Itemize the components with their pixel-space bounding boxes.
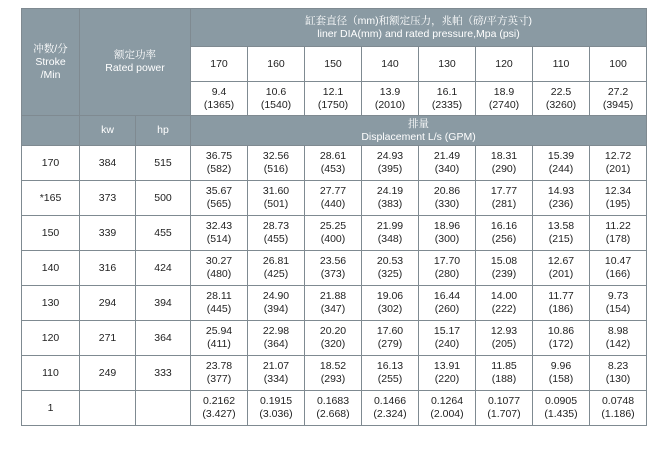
displacement-gpm: (2.324) — [373, 408, 407, 420]
displacement-ls: 16.13 — [376, 360, 404, 372]
displacement-cell — [191, 216, 248, 251]
kw-cell — [80, 391, 136, 426]
displacement-cell — [248, 146, 305, 181]
displacement-ls: 12.72 — [604, 150, 632, 162]
kw-cell: 316 — [80, 251, 136, 286]
hp-cell: 455 — [136, 216, 191, 251]
displacement-cell — [476, 251, 533, 286]
displacement-gpm: (186) — [548, 303, 574, 315]
liner-dia: 160 — [248, 47, 305, 82]
displacement-ls: 24.93 — [376, 150, 404, 162]
hp-cell: 515 — [136, 146, 191, 181]
displacement-gpm: (330) — [434, 198, 460, 210]
displacement-gpm: (166) — [605, 268, 631, 280]
displacement-gpm: (383) — [377, 198, 403, 210]
pressure-mpa: 9.4 — [211, 85, 227, 98]
liner-dia: 140 — [362, 47, 419, 82]
pressure-psi: (3260) — [545, 98, 577, 111]
displacement-gpm: (302) — [377, 303, 403, 315]
pressure-psi: (2335) — [431, 98, 463, 111]
table-row — [22, 356, 647, 391]
displacement-header — [191, 116, 647, 146]
displacement-ls: 17.77 — [490, 185, 518, 197]
displacement-ls: 20.86 — [433, 185, 461, 197]
pressure-psi: (3945) — [602, 98, 634, 111]
displacement-ls: 16.16 — [490, 220, 518, 232]
displacement-cell — [362, 181, 419, 216]
displacement-ls: 20.53 — [376, 255, 404, 267]
kw-cell: 339 — [80, 216, 136, 251]
displacement-cell — [533, 181, 590, 216]
liner-header — [191, 9, 647, 47]
displacement-gpm: (205) — [491, 338, 517, 350]
displacement-gpm: (373) — [320, 268, 346, 280]
displacement-cell — [248, 391, 305, 426]
displacement-cell — [362, 146, 419, 181]
displacement-rows — [22, 146, 647, 426]
stroke-cell: 120 — [22, 321, 80, 356]
displacement-cell — [590, 356, 647, 391]
displacement-gpm: (215) — [548, 233, 574, 245]
displacement-gpm: (260) — [434, 303, 460, 315]
displacement-ls: 13.91 — [433, 360, 461, 372]
displacement-ls: 19.06 — [376, 290, 404, 302]
displacement-ls: 23.56 — [319, 255, 347, 267]
pressure-mpa: 10.6 — [265, 85, 287, 98]
displacement-cell — [191, 181, 248, 216]
displacement-cell — [305, 216, 362, 251]
displacement-gpm: (425) — [263, 268, 289, 280]
displacement-ls: 31.60 — [262, 185, 290, 197]
displacement-gpm: (347) — [320, 303, 346, 315]
displacement-ls: 18.31 — [490, 150, 518, 162]
table-row — [22, 391, 647, 426]
displacement-ls: 14.00 — [490, 290, 518, 302]
stroke-cell: 140 — [22, 251, 80, 286]
displacement-ls: 15.39 — [547, 150, 575, 162]
pressure-mpa: 13.9 — [379, 85, 401, 98]
liner-pressure — [476, 82, 533, 116]
pressure-mpa: 22.5 — [550, 85, 572, 98]
displacement-gpm: (1.435) — [544, 408, 578, 420]
displacement-ls: 8.98 — [607, 325, 629, 337]
stroke-header-spacer — [22, 116, 80, 146]
stroke-cell: 110 — [22, 356, 80, 391]
displacement-ls: 11.22 — [605, 220, 631, 232]
displacement-cell — [305, 321, 362, 356]
displacement-ls: 20.20 — [319, 325, 347, 337]
kw-cell: 249 — [80, 356, 136, 391]
hp-cell: 500 — [136, 181, 191, 216]
displacement-cell — [590, 216, 647, 251]
displacement-ls: 21.88 — [319, 290, 347, 302]
displacement-cell — [305, 356, 362, 391]
displacement-gpm: (2.668) — [316, 408, 350, 420]
displacement-gpm: (244) — [548, 163, 574, 175]
displacement-ls: 28.73 — [262, 220, 290, 232]
displacement-ls: 0.2162 — [202, 395, 236, 407]
displacement-cell — [305, 181, 362, 216]
displacement-cell — [362, 391, 419, 426]
displacement-cell — [191, 286, 248, 321]
kw-cell: 271 — [80, 321, 136, 356]
displacement-ls: 26.81 — [262, 255, 290, 267]
pressure-psi: (2010) — [374, 98, 406, 111]
displacement-gpm: (130) — [605, 373, 631, 385]
pump-performance-table — [21, 8, 647, 426]
hp-cell: 394 — [136, 286, 191, 321]
displacement-cell — [191, 356, 248, 391]
displacement-cell — [590, 286, 647, 321]
displacement-gpm: (178) — [605, 233, 631, 245]
displacement-ls: 12.34 — [604, 185, 632, 197]
displacement-cell — [476, 356, 533, 391]
kw-header: kw — [80, 116, 136, 146]
pressure-psi: (2740) — [488, 98, 520, 111]
displacement-ls: 0.1915 — [259, 395, 293, 407]
displacement-ls: 0.1466 — [373, 395, 407, 407]
displacement-ls: 25.94 — [205, 325, 233, 337]
displacement-gpm: (411) — [207, 338, 231, 350]
displacement-gpm: (377) — [206, 373, 232, 385]
displacement-cell — [362, 216, 419, 251]
pressure-mpa: 16.1 — [436, 85, 458, 98]
displacement-gpm: (582) — [206, 163, 232, 175]
displacement-cell — [533, 321, 590, 356]
displacement-ls: 16.44 — [433, 290, 461, 302]
pressure-mpa: 27.2 — [607, 85, 629, 98]
kw-cell: 384 — [80, 146, 136, 181]
displacement-cell — [533, 251, 590, 286]
hp-cell — [136, 391, 191, 426]
displacement-gpm: (453) — [320, 163, 346, 175]
displacement-cell — [476, 391, 533, 426]
stroke-header-cn: 冲数/分 — [33, 42, 68, 55]
displacement-cell — [419, 216, 476, 251]
displacement-gpm: (320) — [320, 338, 346, 350]
rated-power-header-cn: 额定功率 — [114, 49, 156, 61]
displacement-cell — [305, 391, 362, 426]
liner-pressure — [590, 82, 647, 116]
displacement-ls: 21.07 — [262, 360, 290, 372]
liner-header-en: liner DIA(mm) and rated pressure,Mpa (psi) — [317, 27, 520, 40]
displacement-ls: 17.60 — [376, 325, 404, 337]
displacement-ls: 23.78 — [205, 360, 233, 372]
displacement-gpm: (364) — [263, 338, 289, 350]
table-row — [22, 286, 647, 321]
displacement-gpm: (3.036) — [259, 408, 293, 420]
displacement-gpm: (293) — [320, 373, 346, 385]
displacement-ls: 17.70 — [433, 255, 461, 267]
displacement-ls: 13.58 — [547, 220, 575, 232]
displacement-gpm: (395) — [377, 163, 403, 175]
displacement-cell — [305, 251, 362, 286]
displacement-gpm: (501) — [263, 198, 289, 210]
displacement-cell — [248, 286, 305, 321]
liner-dia: 120 — [476, 47, 533, 82]
displacement-cell — [533, 391, 590, 426]
displacement-gpm: (222) — [491, 303, 517, 315]
pressure-mpa: 18.9 — [493, 85, 515, 98]
displacement-ls: 0.0905 — [544, 395, 578, 407]
displacement-cell — [476, 216, 533, 251]
displacement-cell — [476, 286, 533, 321]
displacement-gpm: (188) — [491, 373, 517, 385]
liner-pressure — [533, 82, 590, 116]
displacement-gpm: (3.427) — [202, 408, 236, 420]
displacement-gpm: (2.004) — [430, 408, 464, 420]
stroke-cell: 1 — [22, 391, 80, 426]
stroke-header-unit: /Min — [40, 68, 61, 81]
displacement-gpm: (281) — [491, 198, 517, 210]
stroke-cell: 150 — [22, 216, 80, 251]
displacement-ls: 24.19 — [376, 185, 404, 197]
displacement-cell — [362, 356, 419, 391]
displacement-cell — [419, 286, 476, 321]
rated-power-header-en: Rated power — [105, 62, 165, 74]
displacement-gpm: (340) — [434, 163, 460, 175]
stroke-cell: *165 — [22, 181, 80, 216]
displacement-gpm: (440) — [320, 198, 346, 210]
displacement-gpm: (334) — [263, 373, 289, 385]
displacement-header-en: Displacement L/s (GPM) — [361, 130, 476, 143]
displacement-gpm: (239) — [491, 268, 517, 280]
displacement-cell — [191, 146, 248, 181]
displacement-ls: 0.1683 — [316, 395, 350, 407]
displacement-gpm: (172) — [548, 338, 574, 350]
liner-dia: 150 — [305, 47, 362, 82]
displacement-header-cn: 排量 — [408, 117, 430, 130]
hp-cell: 333 — [136, 356, 191, 391]
liner-pressure — [419, 82, 476, 116]
displacement-gpm: (300) — [434, 233, 460, 245]
table-row — [22, 321, 647, 356]
stroke-cell: 170 — [22, 146, 80, 181]
displacement-gpm: (1.186) — [601, 408, 635, 420]
displacement-ls: 11.77 — [548, 290, 574, 302]
displacement-cell — [533, 146, 590, 181]
table-row — [22, 251, 647, 286]
displacement-cell — [590, 146, 647, 181]
displacement-ls: 25.25 — [319, 220, 347, 232]
displacement-cell — [419, 391, 476, 426]
pressure-psi: (1540) — [260, 98, 292, 111]
displacement-cell — [305, 146, 362, 181]
liner-header-cn: 缸套直径（mm)和额定压力，兆帕（磅/平方英寸) — [305, 14, 532, 27]
displacement-gpm: (201) — [548, 268, 574, 280]
displacement-cell — [191, 251, 248, 286]
displacement-cell — [533, 286, 590, 321]
displacement-ls: 28.61 — [319, 150, 347, 162]
displacement-ls: 30.27 — [205, 255, 233, 267]
displacement-gpm: (480) — [206, 268, 232, 280]
displacement-ls: 15.17 — [433, 325, 461, 337]
displacement-ls: 14.93 — [547, 185, 575, 197]
displacement-gpm: (256) — [491, 233, 517, 245]
liner-dia: 100 — [590, 47, 647, 82]
displacement-cell — [191, 321, 248, 356]
liner-dia: 110 — [533, 47, 590, 82]
stroke-cell: 130 — [22, 286, 80, 321]
displacement-cell — [305, 286, 362, 321]
displacement-ls: 12.93 — [490, 325, 518, 337]
kw-cell: 294 — [80, 286, 136, 321]
displacement-gpm: (400) — [320, 233, 346, 245]
displacement-cell — [248, 181, 305, 216]
table-row — [22, 146, 647, 181]
displacement-gpm: (290) — [491, 163, 517, 175]
displacement-gpm: (1.707) — [487, 408, 521, 420]
displacement-ls: 32.56 — [262, 150, 290, 162]
displacement-gpm: (220) — [434, 373, 460, 385]
displacement-cell — [476, 146, 533, 181]
displacement-ls: 28.11 — [206, 290, 232, 302]
table-row — [22, 216, 647, 251]
displacement-gpm: (394) — [263, 303, 289, 315]
displacement-gpm: (154) — [605, 303, 631, 315]
hp-header: hp — [136, 116, 191, 146]
displacement-cell — [248, 321, 305, 356]
displacement-cell — [419, 321, 476, 356]
displacement-ls: 24.90 — [262, 290, 290, 302]
displacement-ls: 32.43 — [205, 220, 233, 232]
displacement-gpm: (201) — [605, 163, 631, 175]
displacement-ls: 22.98 — [262, 325, 290, 337]
displacement-ls: 21.99 — [376, 220, 404, 232]
displacement-ls: 15.08 — [490, 255, 518, 267]
displacement-cell — [590, 321, 647, 356]
pressure-psi: (1750) — [317, 98, 349, 111]
displacement-cell — [191, 391, 248, 426]
hp-cell: 364 — [136, 321, 191, 356]
liner-pressure — [362, 82, 419, 116]
displacement-cell — [362, 286, 419, 321]
liner-dia: 130 — [419, 47, 476, 82]
displacement-cell — [533, 216, 590, 251]
displacement-cell — [362, 321, 419, 356]
displacement-ls: 8.23 — [607, 360, 629, 372]
displacement-cell — [476, 321, 533, 356]
displacement-gpm: (195) — [605, 198, 631, 210]
displacement-cell — [419, 251, 476, 286]
displacement-gpm: (445) — [206, 303, 232, 315]
displacement-ls: 18.52 — [319, 360, 347, 372]
displacement-cell — [590, 181, 647, 216]
displacement-cell — [248, 251, 305, 286]
stroke-header-en: Stroke — [35, 55, 66, 68]
pressure-mpa: 12.1 — [322, 85, 344, 98]
hp-cell: 424 — [136, 251, 191, 286]
pressure-psi: (1365) — [203, 98, 235, 111]
displacement-gpm: (255) — [377, 373, 403, 385]
displacement-ls: 9.96 — [550, 360, 572, 372]
displacement-cell — [476, 181, 533, 216]
displacement-ls: 10.47 — [604, 255, 632, 267]
liner-pressure — [248, 82, 305, 116]
displacement-cell — [590, 391, 647, 426]
displacement-gpm: (158) — [548, 373, 574, 385]
displacement-gpm: (279) — [377, 338, 403, 350]
displacement-gpm: (565) — [206, 198, 232, 210]
displacement-cell — [590, 251, 647, 286]
displacement-ls: 27.77 — [319, 185, 347, 197]
displacement-gpm: (455) — [263, 233, 289, 245]
displacement-gpm: (516) — [263, 163, 289, 175]
displacement-ls: 21.49 — [433, 150, 461, 162]
displacement-gpm: (325) — [377, 268, 403, 280]
displacement-ls: 35.67 — [205, 185, 233, 197]
displacement-ls: 12.67 — [547, 255, 575, 267]
displacement-gpm: (514) — [206, 233, 232, 245]
displacement-ls: 0.0748 — [601, 395, 635, 407]
displacement-cell — [419, 146, 476, 181]
displacement-ls: 11.85 — [491, 360, 517, 372]
displacement-gpm: (280) — [434, 268, 460, 280]
rated-power-header — [80, 9, 191, 116]
displacement-cell — [533, 356, 590, 391]
displacement-cell — [248, 356, 305, 391]
displacement-cell — [419, 181, 476, 216]
displacement-ls: 36.75 — [205, 150, 233, 162]
liner-pressure — [191, 82, 248, 116]
displacement-cell — [248, 216, 305, 251]
displacement-gpm: (240) — [434, 338, 460, 350]
table-row — [22, 181, 647, 216]
displacement-ls: 10.86 — [547, 325, 575, 337]
displacement-ls: 0.1077 — [487, 395, 521, 407]
displacement-gpm: (348) — [377, 233, 403, 245]
displacement-cell — [419, 356, 476, 391]
displacement-cell — [362, 251, 419, 286]
displacement-gpm: (142) — [605, 338, 631, 350]
liner-pressure — [305, 82, 362, 116]
kw-cell: 373 — [80, 181, 136, 216]
displacement-gpm: (236) — [548, 198, 574, 210]
stroke-header — [22, 9, 80, 116]
displacement-ls: 0.1264 — [430, 395, 464, 407]
liner-dia: 170 — [191, 47, 248, 82]
displacement-ls: 18.96 — [433, 220, 461, 232]
displacement-ls: 9.73 — [607, 290, 629, 302]
